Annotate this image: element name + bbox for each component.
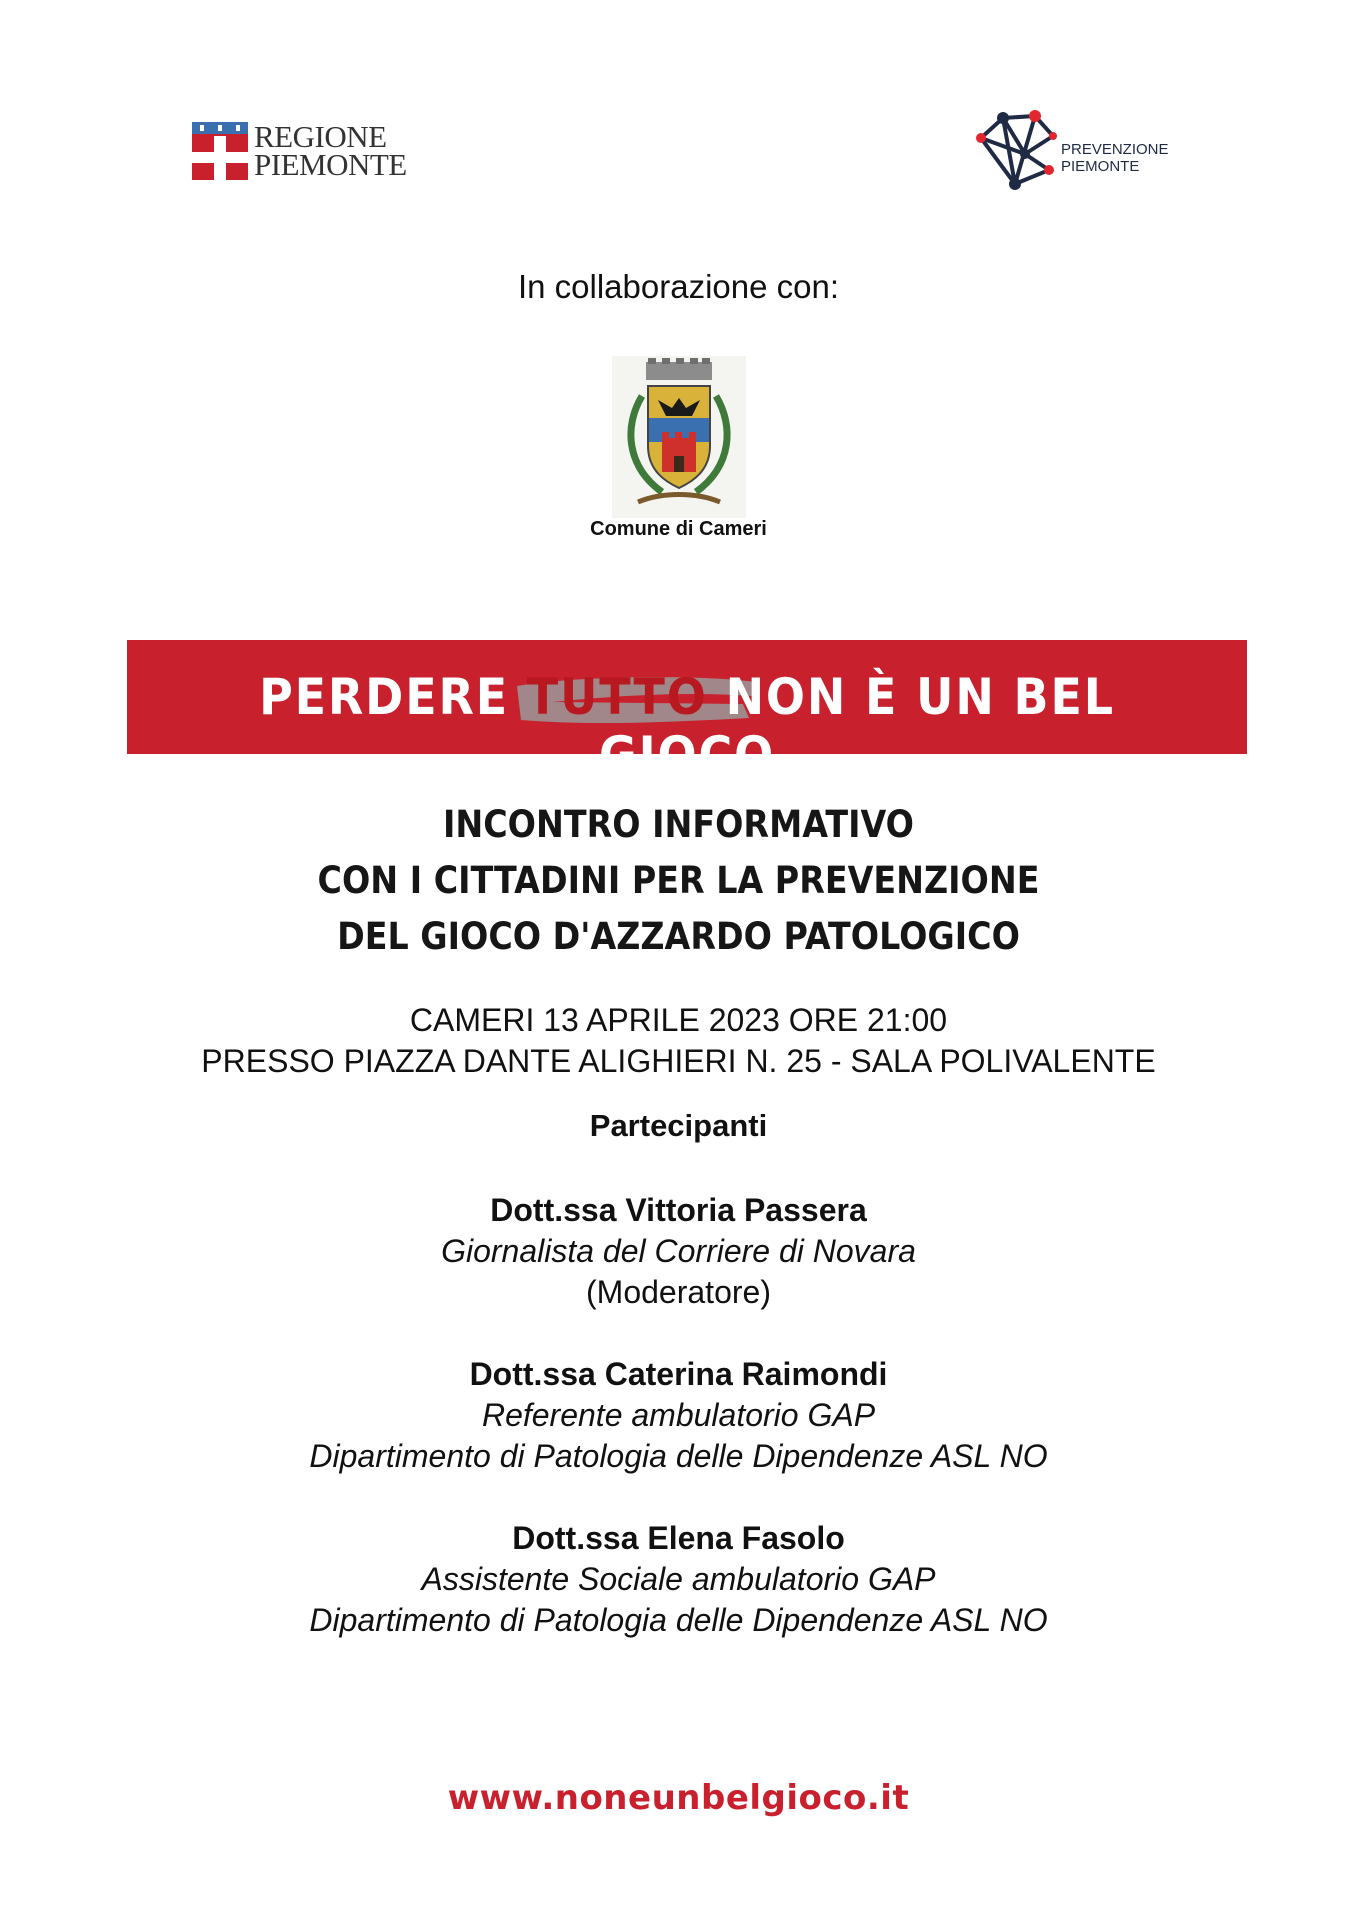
comune-label: Comune di Cameri bbox=[590, 518, 767, 540]
participant-name: Dott.ssa Vittoria Passera bbox=[490, 1192, 867, 1228]
collaboration-label: In collaborazione con: bbox=[517, 268, 840, 305]
participant-name: Dott.ssa Caterina Raimondi bbox=[469, 1356, 888, 1392]
banner-slogan bbox=[172, 668, 1202, 784]
comune-coat-of-arms-icon bbox=[612, 356, 746, 518]
participant bbox=[0, 1190, 1357, 1313]
campaign-banner bbox=[127, 640, 1247, 784]
participants-heading: Partecipanti bbox=[589, 1108, 768, 1143]
prevenzione-line2: PIEMONTE bbox=[1061, 158, 1140, 175]
network-icon bbox=[975, 110, 1057, 192]
event-where: PRESSO PIAZZA DANTE ALIGHIERI N. 25 - SALA POLIVALENTE bbox=[201, 1043, 1156, 1079]
website-link[interactable]: www.noneunbelgioco.it bbox=[447, 1778, 910, 1818]
participant-note: (Moderatore) bbox=[586, 1274, 771, 1310]
participant bbox=[0, 1354, 1357, 1477]
banner-part2: NON È UN BEL GIOCO bbox=[598, 668, 1115, 784]
prevenzione-line1: PREVENZIONE bbox=[1061, 141, 1169, 158]
regione-line1: REGIONE bbox=[254, 119, 387, 154]
title-line-2: CON I CITTADINI PER LA PREVENZIONE bbox=[317, 859, 1040, 902]
title-line-3: DEL GIOCO D'AZZARDO PATOLOGICO bbox=[337, 915, 1020, 958]
participant-role: Giornalista del Corriere di Novara bbox=[441, 1233, 916, 1269]
event-details bbox=[0, 1000, 1357, 1082]
participant bbox=[0, 1518, 1357, 1641]
participant-name: Dott.ssa Elena Fasolo bbox=[512, 1520, 845, 1556]
banner-strike-word: TUTTO bbox=[526, 668, 708, 726]
prevenzione-piemonte-logo bbox=[975, 110, 1169, 192]
title-line-1: INCONTRO INFORMATIVO bbox=[442, 803, 915, 846]
banner-part1: PERDERE bbox=[259, 668, 509, 726]
participant-department: Dipartimento di Patologia delle Dipendenze ASL NO bbox=[309, 1602, 1048, 1638]
participant-department: Dipartimento di Patologia delle Dipendenze ASL NO bbox=[309, 1438, 1048, 1474]
participant-role: Referente ambulatorio GAP bbox=[481, 1397, 876, 1433]
participant-role: Assistente Sociale ambulatorio GAP bbox=[421, 1561, 936, 1597]
event-when: CAMERI 13 APRILE 2023 ORE 21:00 bbox=[409, 1002, 948, 1038]
regione-line2: PIEMONTE bbox=[254, 147, 407, 182]
event-title bbox=[68, 797, 1289, 965]
regione-shield-icon bbox=[192, 122, 248, 180]
regione-piemonte-logo bbox=[192, 119, 407, 182]
